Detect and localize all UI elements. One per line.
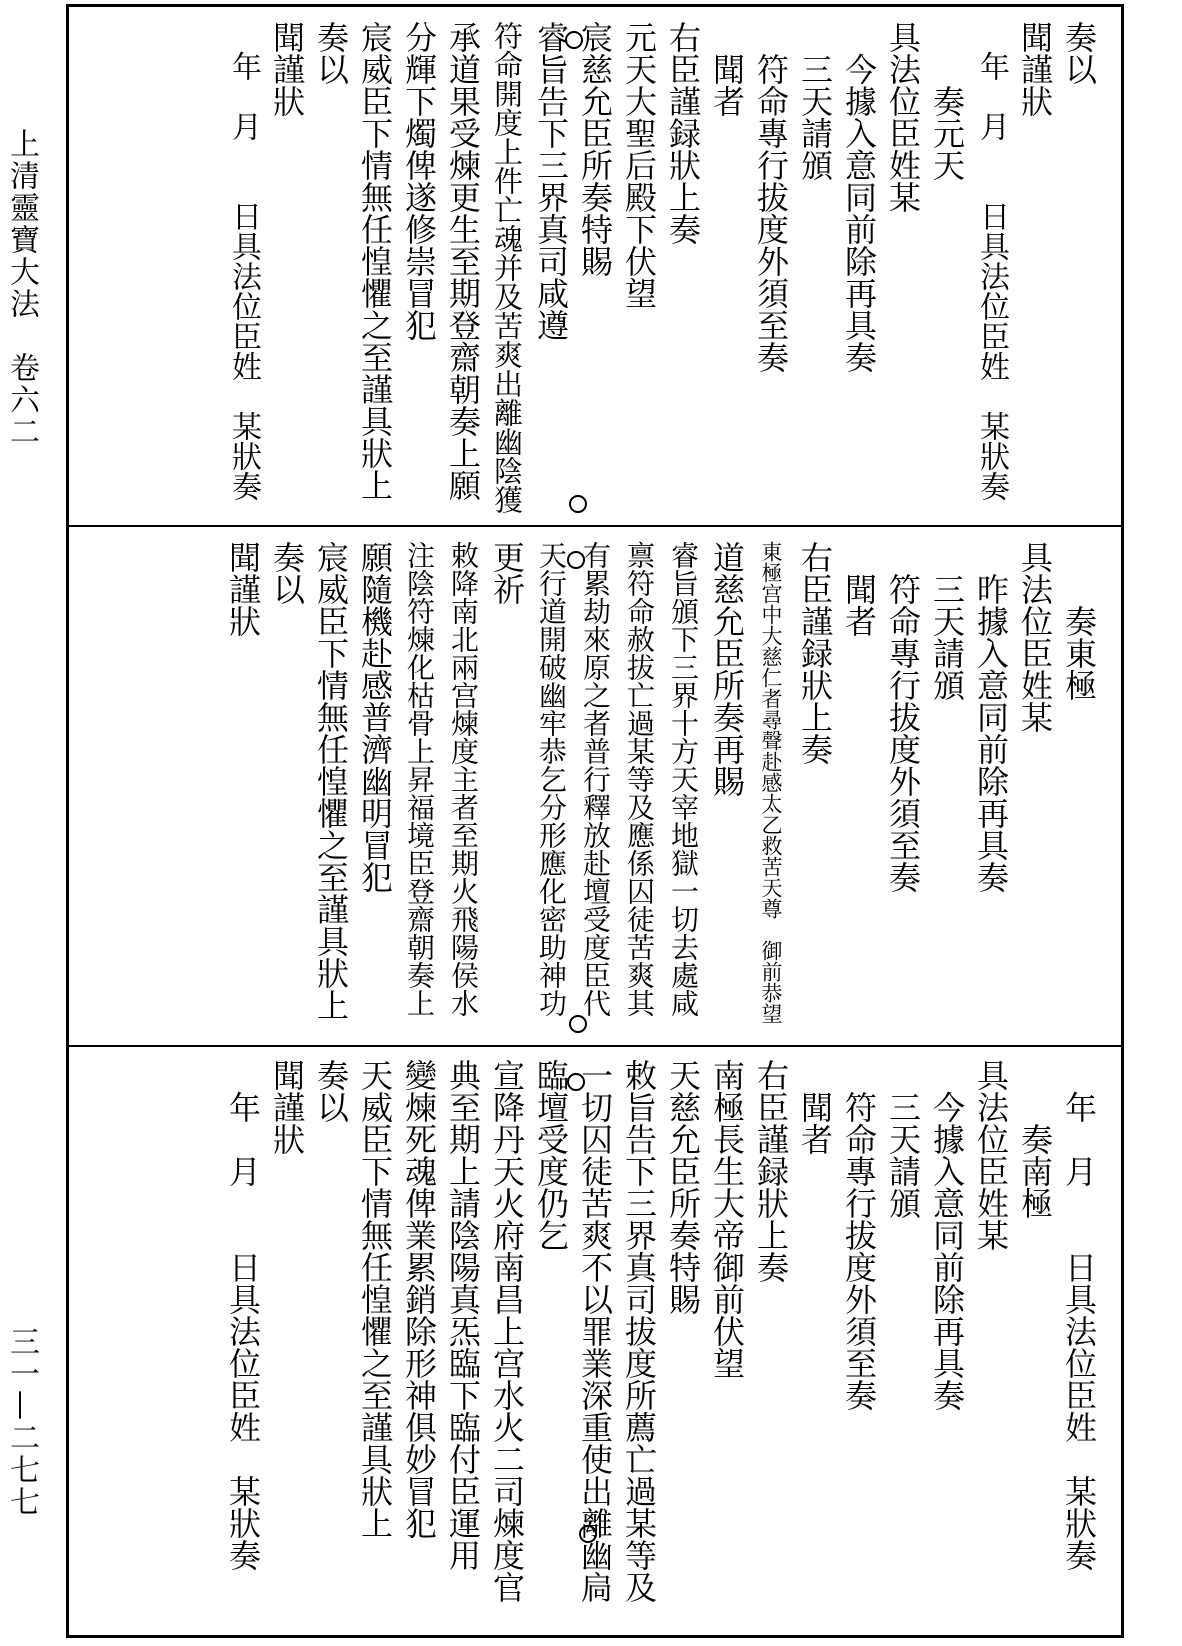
text-column: 敕旨告下三界真司拔度所薦亡過某等及	[620, 1059, 658, 1603]
text-column: 聞者	[708, 21, 746, 117]
text-column: 聞者	[796, 1059, 834, 1155]
text-column: 元天大聖后殿下伏望	[620, 21, 658, 309]
text-column: 天行道開破幽牢恭乞分形應化密助神功	[535, 541, 568, 1017]
text-column: 奏以	[1060, 21, 1098, 85]
text-column: 具法位臣姓某	[884, 21, 922, 213]
text-column: 南極長生大帝御前伏望	[708, 1059, 746, 1379]
text-column: 今據入意同前除再具奏	[928, 1059, 966, 1411]
text-column: 禀符命赦拔亡過某等及應係囚徒苦爽其	[623, 541, 656, 1017]
memorial-panel-nanji	[99, 1059, 1099, 1629]
text-column: 奏東極	[1060, 541, 1098, 701]
page-number: 三一—二七七	[4, 1326, 39, 1518]
text-column: 符命開度上件亡魂并及苦爽出離幽陰獲	[490, 21, 524, 514]
memorial-panel-yuantian	[99, 21, 1099, 519]
text-column: 年 月 日具法位臣姓 某狀奏	[1060, 1059, 1098, 1571]
text-column: 宸威臣下情無任惶懼之至謹具狀上	[356, 21, 394, 501]
text-column: 有累劫來原之者普行釋放赴壇受度臣代	[579, 541, 612, 1017]
circle-mark	[569, 495, 587, 513]
text-column: 三天請頒	[928, 541, 966, 701]
memorial-panel-dongji	[99, 541, 1099, 1037]
text-column: 符命專行拔度外須至奏	[840, 1059, 878, 1411]
circle-mark	[567, 1073, 585, 1091]
text-column: 具法位臣姓某	[972, 1059, 1010, 1251]
text-column: 睿旨頒下三界十方天宰地獄一切去處咸	[667, 541, 700, 1017]
text-column: 符命專行拔度外須至奏	[884, 541, 922, 893]
text-column: 宸威臣下情無任惶懼之至謹具狀上	[312, 541, 350, 1021]
text-column: 三天請頒	[796, 21, 834, 181]
text-column: 變煉死魂俾業累銷除形神俱妙冒犯	[400, 1059, 438, 1539]
text-column: 右臣謹録狀上奏	[664, 21, 702, 245]
text-column: 奏南極	[1016, 1059, 1054, 1219]
text-column: 道慈允臣所奏再賜	[708, 541, 746, 797]
text-column: 分輝下燭俾遂修崇冒犯	[400, 21, 438, 341]
text-column: 年 月 日具法位臣姓 某狀奏	[974, 21, 1009, 501]
panel-divider	[69, 525, 1121, 527]
text-column: 年 月 日具法位臣姓 某狀奏	[226, 21, 261, 501]
text-column: 奏元天	[928, 21, 966, 181]
text-column: 具法位臣姓某	[1016, 541, 1054, 733]
text-column: 一切囚徒苦爽不以罪業深重使出離幽扃	[576, 1059, 614, 1603]
text-column: 睿旨告下三界真司咸遵	[532, 21, 570, 341]
running-title: 上清靈寶大法 卷六二	[4, 128, 39, 448]
text-column: 宣降丹天火府南昌上宫水火二司煉度官	[488, 1059, 526, 1603]
text-column: 聞謹狀	[268, 1059, 306, 1155]
text-column: 奏以	[312, 1059, 350, 1123]
page-frame	[66, 4, 1124, 1638]
text-column: 宸慈允臣所奏特賜	[576, 21, 614, 277]
text-column: 東極宫中大慈仁者尋聲赴感太乙救苦天尊 御前恭望	[759, 541, 783, 1024]
text-column: 右臣謹録狀上奏	[796, 541, 834, 765]
text-column: 承道果受煉更生至期登齋朝奏上願	[444, 21, 482, 501]
text-column: 更祈	[488, 541, 526, 605]
circle-mark	[569, 1015, 587, 1033]
text-column: 典至期上請陰陽真炁臨下臨付臣運用	[444, 1059, 482, 1571]
text-column: 聞者	[840, 541, 878, 637]
text-column: 三天請頒	[884, 1059, 922, 1219]
circle-mark	[567, 551, 585, 569]
circle-mark	[565, 31, 583, 49]
text-column: 天威臣下情無任惶懼之至謹具狀上	[356, 1059, 394, 1539]
text-column: 注陰符煉化枯骨上昇福境臣登齋朝奏上	[403, 541, 436, 1017]
text-column: 奏以	[312, 21, 350, 85]
text-column: 今據入意同前除再具奏	[840, 21, 878, 373]
panel-divider	[69, 1045, 1121, 1047]
text-column: 符命專行拔度外須至奏	[752, 21, 790, 373]
text-column: 聞謹狀	[224, 541, 262, 637]
text-column: 右臣謹録狀上奏	[752, 1059, 790, 1283]
text-column: 臨壇受度仍乞	[532, 1059, 570, 1251]
circle-mark	[579, 1525, 597, 1543]
text-column: 年 月 日具法位臣姓 某狀奏	[224, 1059, 262, 1571]
text-column: 聞謹狀	[268, 21, 306, 117]
text-column: 願隨機赴感普濟幽明冒犯	[356, 541, 394, 893]
text-column: 敕降南北兩宫煉度主者至期火飛陽侯水	[447, 541, 480, 1017]
text-column: 聞謹狀	[1016, 21, 1054, 117]
text-column: 奏以	[268, 541, 306, 605]
text-column: 昨據入意同前除再具奏	[972, 541, 1010, 893]
text-column: 天慈允臣所奏特賜	[664, 1059, 702, 1315]
